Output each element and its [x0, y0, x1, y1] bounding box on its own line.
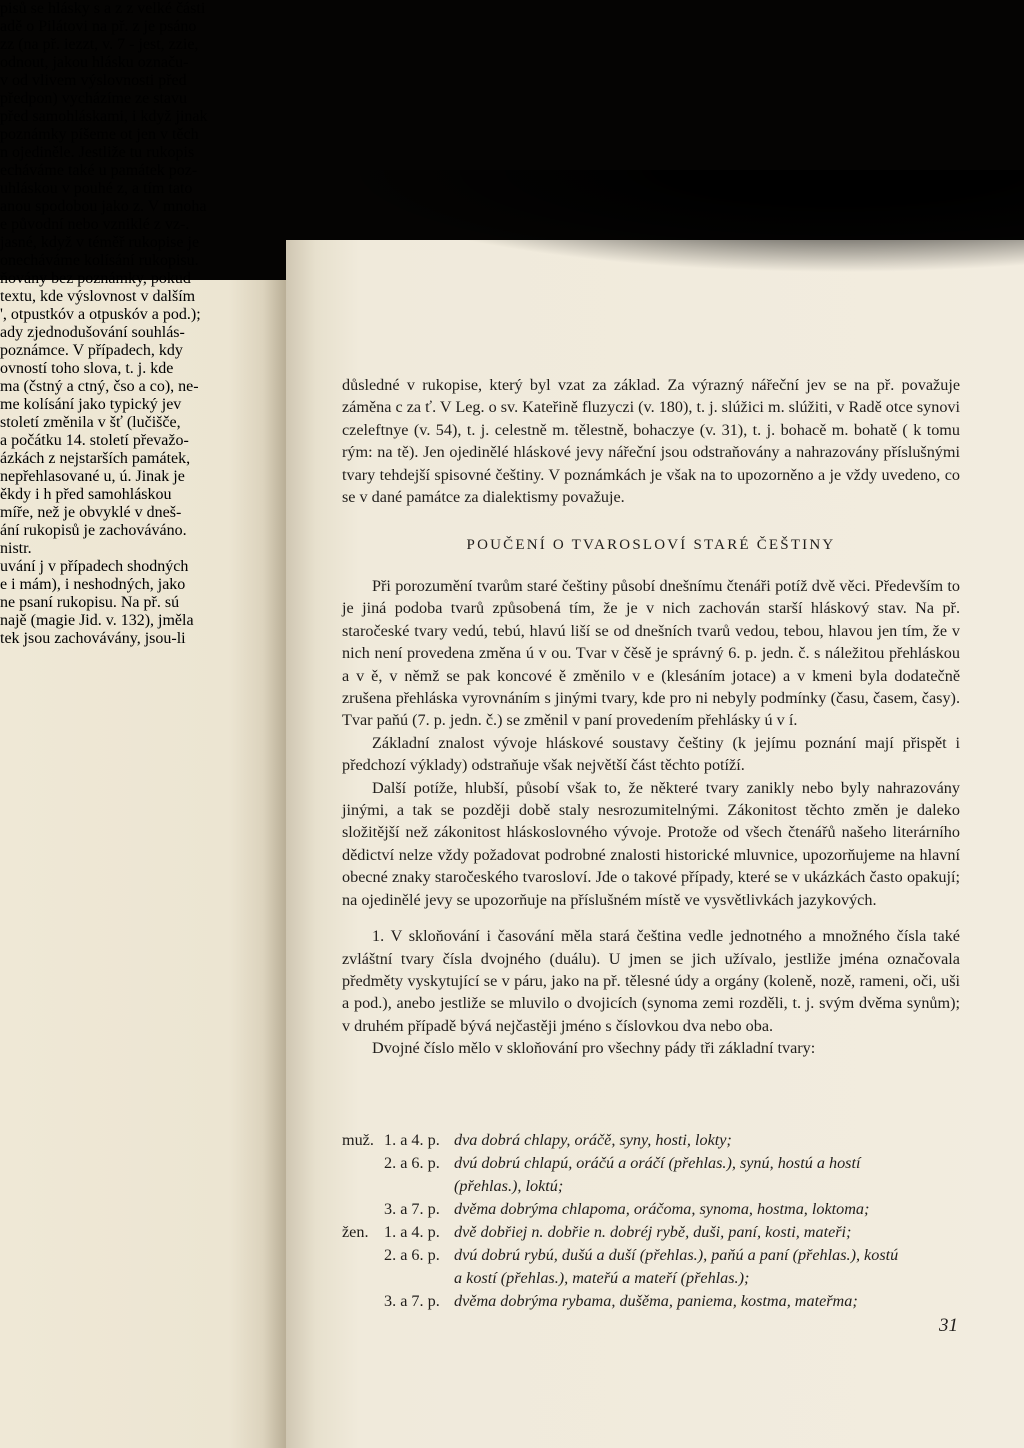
- case-label: 3. a 7. p.: [384, 1292, 440, 1310]
- left-line: a počátku 14. století převažo-: [0, 432, 189, 449]
- forms: dva dobrá chlapy, oráčě, syny, hosti, lokty;: [454, 1131, 732, 1149]
- paragraph-text: Další potíže, hlubší, působí však to, že některé tvary zanikly nebo byly nahrazovány jinými, a tak se později době staly nesrozumitelnými. Zákonitost těchto změn je daleko složitější než zákonitost hláskoslovného vývoje. Protože od všech čtenářů našeho literárního dědictví nelze vždy požadovat podrobné znalosti historické mluvnice, upozorňujeme na hlavní obecné znaky staročeského tvarosloví. Jde o takové případy, které se v ukázkách často opakují; na ojedinělé jevy se upozorňuje na příslušném místě ve vysvětlivkách jazykových.: [342, 778, 960, 909]
- left-line: ázkách z nejstarších památek,: [0, 450, 191, 467]
- left-page-text: [0, 0, 286, 1448]
- case-label: 2. a 6. p.: [384, 1154, 440, 1172]
- left-line: poznámky píšeme ot jen v těch: [0, 126, 199, 143]
- left-line: n ojediněle. Jestliže tu rukopis: [0, 144, 195, 161]
- left-line: adě o Pilátovi na př. z je psáno: [0, 18, 197, 35]
- case-label: 1. a 4. p.: [384, 1131, 440, 1149]
- forms: (přehlas.), loktú;: [454, 1177, 564, 1195]
- forms: dvě dobřiej n. dobřie n. dobréj rybě, duši, paní, kosti, mateři;: [454, 1223, 852, 1241]
- left-line: e původní nebo vzniklé z vz-.: [0, 216, 190, 233]
- case-label: 2. a 6. p.: [384, 1246, 440, 1264]
- left-line: ', otpustkóv a otpuskóv a pod.);: [0, 306, 201, 323]
- left-line: tek jsou zachovávány, jsou-li: [0, 630, 186, 647]
- left-line: ma (čstný a ctný, čso a co), ne-: [0, 378, 199, 395]
- left-line: najě (magie Jid. v. 132), jměla: [0, 612, 194, 629]
- intro-paragraph: [342, 374, 960, 508]
- section-heading: POUČENÍ O TVAROSLOVÍ STARÉ ČEŠTINY: [466, 537, 836, 553]
- left-line: anou spodobou jako z. V mnoha: [0, 198, 207, 215]
- left-line: ady zjednodušování souhlás-: [0, 324, 185, 341]
- left-line: uhláskou v pouhé z, a tím tato: [0, 180, 193, 197]
- gender-label: žen.: [342, 1223, 369, 1241]
- left-line: nistr.: [0, 540, 32, 557]
- gender-label: muž.: [342, 1131, 374, 1149]
- left-line: pisů se hlásky s a z z velké části: [0, 0, 206, 17]
- forms: dvěma dobrýma chlapoma, oráčoma, synoma, hostma, loktoma;: [454, 1200, 870, 1218]
- forms: dvú dobrú rybú, dušú a duší (přehlas.), paňú a paní (přehlas.), kostú: [454, 1246, 899, 1264]
- left-line: e i mám), i neshodných, jako: [0, 576, 186, 593]
- left-line: echáváme také u památek poz-: [0, 162, 198, 179]
- forms: dvú dobrú chlapú, oráčú a oráčí (přehlas.), synú, hostú a hostí: [454, 1154, 861, 1172]
- left-line: textu, kde výslovnost v dalším: [0, 288, 196, 305]
- page-number: 31: [939, 1315, 958, 1336]
- left-line: uvání j v případech shodných: [0, 558, 189, 575]
- left-line: zz (na př. iezzt, v. 7 - jest, zzie,: [0, 36, 199, 53]
- left-line: me kolísání jako typický jev: [0, 396, 182, 413]
- paragraph-text: Dvojné číslo mělo v skloňování pro všechny pády tři základní tvary:: [372, 1039, 816, 1058]
- left-line: ěkdy i h před samohláskou: [0, 486, 172, 503]
- paragraph-text: Při porozumění tvarům staré češtiny působí dnešnímu čtenáři potíž dvě věci. Především to je jiná podoba tvarů způsobená tím, že je v nich zachován starší hláskový stav. Na př. staročeské tvary vedú, tebú, hlavú liší se od dnešních tvarů vedou, tebou, hlavou jen tím, že v nich není provedena změna ú v ou. Tvar v čěsě je správný 6. p. jedn. č. s náležitou přehláskou a v ě, v němž se pak koncové ě změnilo v e (klesáním jotace) a v kmeni byla dodatečně zrušena přehláska vyrovnáním s jinými tvary, kde pro ni nebyly podmínky (času, časem, časy). Tvar paňú (7. p. jedn. č.) se změnil v paní provedením přehlásky ú v í.: [342, 577, 960, 730]
- page-shadow: [286, 170, 1024, 340]
- left-line: před samohláskami, i když jinak: [0, 108, 208, 125]
- left-line: poznámce. V případech, kdy: [0, 342, 183, 359]
- case-label: 3. a 7. p.: [384, 1200, 440, 1218]
- left-line: ňovány bez poznámky, pokud: [0, 270, 191, 287]
- left-line: onecháváme kolísání rukopisu.: [0, 252, 199, 269]
- left-line: ne psaní rukopisu. Na př. sú: [0, 594, 180, 611]
- forms: a kostí (přehlas.), mateřú a mateří (přehlas.);: [454, 1269, 750, 1287]
- paragraph-text: 1. V skloňování i časování měla stará čeština vedle jednotného a množného čísla také zvláštní tvary čísla dvojného (duálu). U jmen se jich užívalo, jestliže jména označovala předměty vyskytující se v páru, jako na př. tělesné údy a orgány (koleně, nozě, rameni, oči, uši a pod.), anebo jestliže se mluvilo o dvojicích (synoma zemi rozděli, t. j. svým dvěma synům); v druhém případě bývá nejčastěji jméno s číslovkou dva nebo oba.: [342, 927, 960, 1035]
- main-text: [342, 575, 960, 1060]
- left-line: ání rukopisů je zachováváno.: [0, 522, 187, 539]
- paragraph-text: důsledné v rukopise, který byl vzat za základ. Za výrazný nářeční jev se na př. považuje záměna c za ť. V Leg. o sv. Kateřině fluzyczi (v. 180), t. j. slúžici m. slúžiti, v Radě otce synovi czeleftnye (v. 54), t. j. celestně m. tělestně, bohaczye (v. 31), t. j. bohacě m. bohatě ( k tomu rým: na tě). Jen ojedinělé hláskové jevy nářeční jsou odstraňovány a nahrazovány příslušnými tvary tehdejší spisovné češtiny. V poznámkách je však na to upozorněno a je vždy uvedeno, co se v dané památce za dialektismy považuje.: [342, 376, 960, 507]
- case-label: 1. a 4. p.: [384, 1223, 440, 1241]
- left-line: jasné, když v téměř rukopise je: [0, 234, 200, 251]
- left-line: století změnila v šť (lučišče,: [0, 414, 181, 431]
- left-line: míře, než je obvyklé v dneš-: [0, 504, 182, 521]
- forms: dvěma dobrýma rybama, dušěma, paniema, kostma, mateřma;: [454, 1292, 858, 1310]
- paragraph-text: Základní znalost vývoje hláskové soustavy češtiny (k jejímu poznání mají přispět i předchozí výklady) odstraňuje však největší část těchto potíží.: [342, 733, 960, 775]
- left-line: odnout, jakou hlásku označu-: [0, 54, 189, 71]
- left-line: předpon) vycházíme ze stavu: [0, 90, 188, 107]
- left-line: nepřehlasované u, ú. Jinak je: [0, 468, 185, 485]
- left-line: ovností toho slova, t. j. kde: [0, 360, 174, 377]
- left-line: v od vlivem výslovnosti před: [0, 72, 187, 89]
